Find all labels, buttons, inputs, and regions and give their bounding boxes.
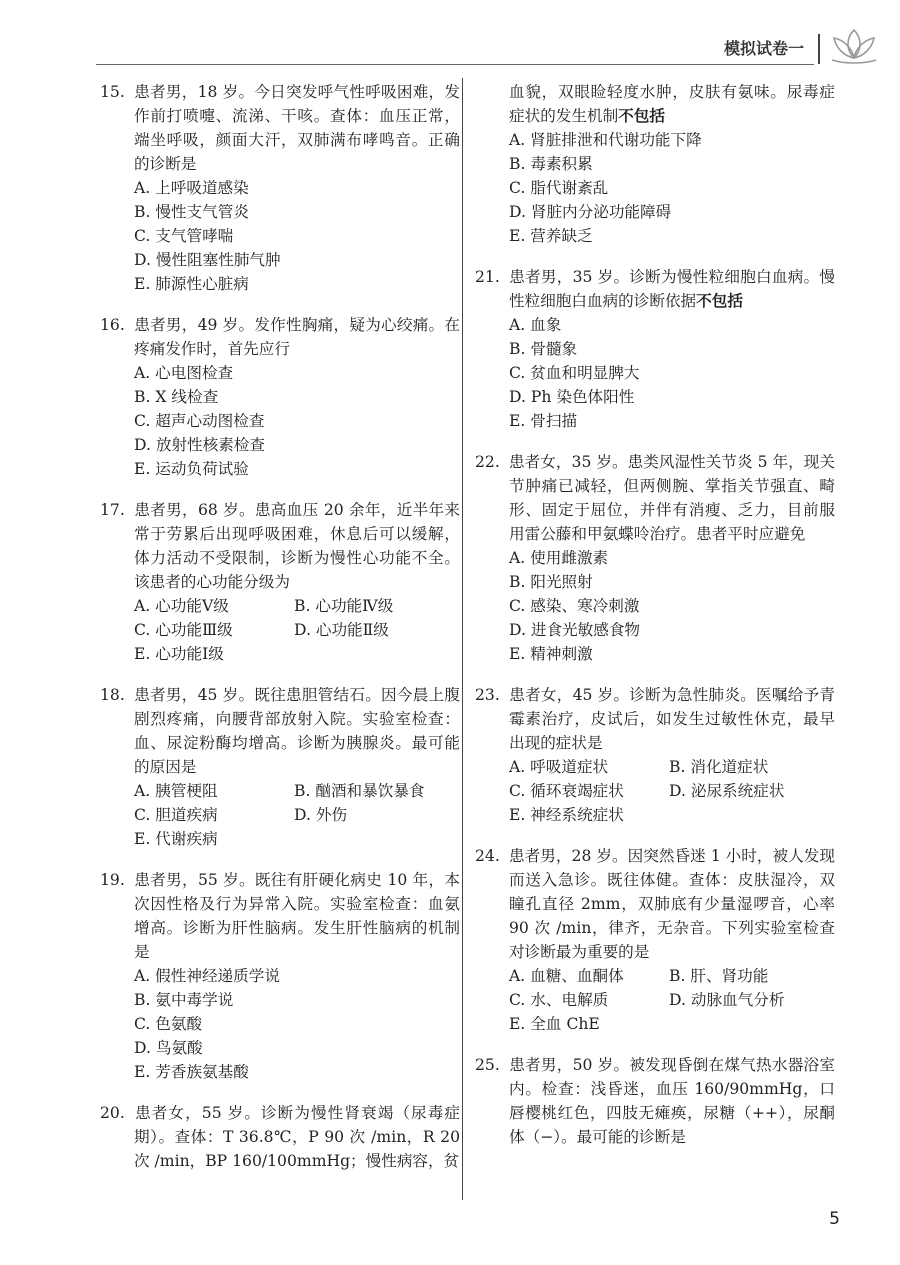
option-d: D. 放射性核素检查 (134, 436, 266, 454)
option-a: A. 上呼吸道感染 (134, 179, 249, 197)
question-stem-continued: 血貌，双眼睑轻度水肿，皮肤有氨味。尿毒症症状的发生机制 (509, 83, 835, 125)
option-e: E. 全血 ChE (509, 1015, 600, 1033)
question-stem: 患者男，28 岁。因突然昏迷 1 小时，被人发现而送入急诊。既往体健。查体：皮肤湿冷，双瞳孔直径 2mm，双肺底有少量湿啰音，心率 90 次 /min，律齐，无杂音。下列实验室检查对诊断最为重要的是 (509, 847, 835, 961)
option-e: E. 运动负荷试验 (134, 460, 249, 478)
question-22 (475, 450, 835, 666)
lotus-logo-icon (826, 22, 882, 66)
right-column (475, 80, 835, 1166)
question-16 (100, 313, 460, 481)
question-stem: 患者男，55 岁。既往有肝硬化病史 10 年，本次因性格及行为异常入院。实验室检查：血氨增高。诊断为肝性脑病。发生肝性脑病的机制是 (134, 871, 460, 961)
option-d: D. 泌尿系统症状 (669, 782, 785, 800)
option-d: D. 心功能Ⅱ级 (294, 621, 389, 639)
option-e: E. 肺源性心脏病 (134, 275, 249, 293)
option-b: B. 毒素积累 (509, 155, 593, 173)
option-b: B. 酗酒和暴饮暴食 (294, 782, 425, 800)
option-c: C. 支气管哮喘 (134, 227, 234, 245)
page-number: 5 (829, 1209, 840, 1229)
question-number: 16. (100, 316, 125, 334)
question-stem: 患者男，49 岁。发作性胸痛，疑为心绞痛。在疼痛发作时，首先应行 (134, 316, 460, 358)
option-c: C. 循环衰竭症状 (509, 782, 624, 800)
option-c: C. 感染、寒冷刺激 (509, 597, 640, 615)
option-a: A. 心电图检查 (134, 364, 234, 382)
option-d: D. 外伤 (294, 806, 348, 824)
option-c: C. 脂代谢紊乱 (509, 179, 609, 197)
page-header-title: 模拟试卷一 (723, 39, 804, 58)
option-c: C. 色氨酸 (134, 1015, 203, 1033)
option-b: B. 心功能Ⅳ级 (294, 597, 394, 615)
option-a: A. 胰管梗阻 (134, 782, 218, 800)
question-stem: 患者女，35 岁。患类风湿性关节炎 5 年，现关节肿痛已减轻，但两侧腕、掌指关节强直、畸形、固定于屈位，并伴有消瘦、乏力，目前服用雷公藤和甲氨蝶呤治疗。患者平时应避免 (509, 453, 835, 543)
option-e: E. 心功能Ⅰ级 (134, 645, 224, 663)
option-e: E. 神经系统症状 (509, 806, 624, 824)
option-c: C. 贫血和明显脾大 (509, 364, 640, 382)
question-number: 21. (475, 268, 500, 286)
question-stem: 患者女，55 岁。诊断为慢性肾衰竭（尿毒症期）。查体：T 36.8℃，P 90 次 /min，R 20 次 /min，BP 160/100mmHg；慢性病容，贫 (134, 1104, 460, 1170)
question-stem: 患者男，18 岁。今日突发呼气性呼吸困难，发作前打喷嚏、流涕、干咳。查体：血压正常，端坐呼吸，颜面大汗，双肺满布哮鸣音。正确的诊断是 (134, 83, 460, 173)
option-e: E. 芳香族氨基酸 (134, 1063, 249, 1081)
question-stem: 患者男，68 岁。患高血压 20 余年，近半年来常于劳累后出现呼吸困难，休息后可以缓解，体力活动不受限制，诊断为慢性心功能不全。该患者的心功能分级为 (134, 501, 460, 591)
option-b: B. 肝、肾功能 (669, 967, 769, 985)
question-number: 24. (475, 847, 500, 865)
option-d: D. 鸟氨酸 (134, 1039, 203, 1057)
header-rule (96, 64, 814, 65)
option-c: C. 水、电解质 (509, 991, 609, 1009)
option-b: B. 阳光照射 (509, 573, 593, 591)
option-d: D. 动脉血气分析 (669, 991, 785, 1009)
question-number: 17. (100, 501, 125, 519)
left-column (100, 80, 460, 1190)
question-17 (100, 498, 460, 666)
option-b: B. 氨中毒学说 (134, 991, 234, 1009)
option-e: E. 代谢疾病 (134, 830, 218, 848)
option-c: C. 心功能Ⅲ级 (134, 621, 233, 639)
question-19 (100, 868, 460, 1084)
option-a: A. 心功能Ⅴ级 (134, 597, 229, 615)
option-a: A. 使用雌激素 (509, 549, 609, 567)
question-23 (475, 683, 835, 827)
question-stem: 患者女，45 岁。诊断为急性肺炎。医嘱给予青霉素治疗，皮试后，如发生过敏性休克，最早出现的症状是 (509, 686, 835, 752)
question-18 (100, 683, 460, 851)
column-divider (462, 78, 463, 1200)
header-separator (818, 34, 820, 64)
question-25 (475, 1053, 835, 1149)
option-c: C. 胆道疾病 (134, 806, 218, 824)
question-number: 18. (100, 686, 125, 704)
emphasis-text: 不包括 (618, 107, 665, 125)
option-d: D. 慢性阻塞性肺气肿 (134, 251, 281, 269)
question-number: 23. (475, 686, 500, 704)
option-e: E. 营养缺乏 (509, 227, 593, 245)
option-c: C. 超声心动图检查 (134, 412, 265, 430)
emphasis-text: 不包括 (696, 292, 743, 310)
question-stem: 患者男，50 岁。被发现昏倒在煤气热水器浴室内。检查：浅昏迷，血压 160/90mmHg，口唇樱桃红色，四肢无瘫痪，尿糖（++），尿酮体（−）。最可能的诊断是 (509, 1056, 835, 1146)
option-d: D. 肾脏内分泌功能障碍 (509, 203, 672, 221)
option-e: E. 精神刺激 (509, 645, 593, 663)
question-stem: 患者男，45 岁。既往患胆管结石。因今晨上腹剧烈疼痛，向腰背部放射入院。实验室检查：血、尿淀粉酶均增高。诊断为胰腺炎。最可能的原因是 (134, 686, 460, 776)
question-20-part1 (100, 1101, 460, 1173)
question-number: 22. (475, 453, 500, 471)
question-stem: 患者男，35 岁。诊断为慢性粒细胞白血病。慢性粒细胞白血病的诊断依据 (509, 268, 835, 310)
question-number: 19. (100, 871, 125, 889)
question-number: 20. (100, 1104, 125, 1122)
question-20-part2 (475, 80, 835, 248)
option-a: A. 血糖、血酮体 (509, 967, 624, 985)
option-d: D. 进食光敏感食物 (509, 621, 641, 639)
option-a: A. 假性神经递质学说 (134, 967, 280, 985)
option-a: A. 呼吸道症状 (509, 758, 609, 776)
option-b: B. 慢性支气管炎 (134, 203, 249, 221)
question-24 (475, 844, 835, 1036)
option-a: A. 血象 (509, 316, 562, 334)
option-a: A. 肾脏排泄和代谢功能下降 (509, 131, 702, 149)
question-number: 25. (475, 1056, 500, 1074)
option-b: B. 骨髓象 (509, 340, 578, 358)
option-b: B. X 线检查 (134, 388, 219, 406)
option-d: D. Ph 染色体阳性 (509, 388, 635, 406)
option-b: B. 消化道症状 (669, 758, 769, 776)
question-21 (475, 265, 835, 433)
question-15 (100, 80, 460, 296)
option-e: E. 骨扫描 (509, 412, 578, 430)
question-number: 15. (100, 83, 125, 101)
